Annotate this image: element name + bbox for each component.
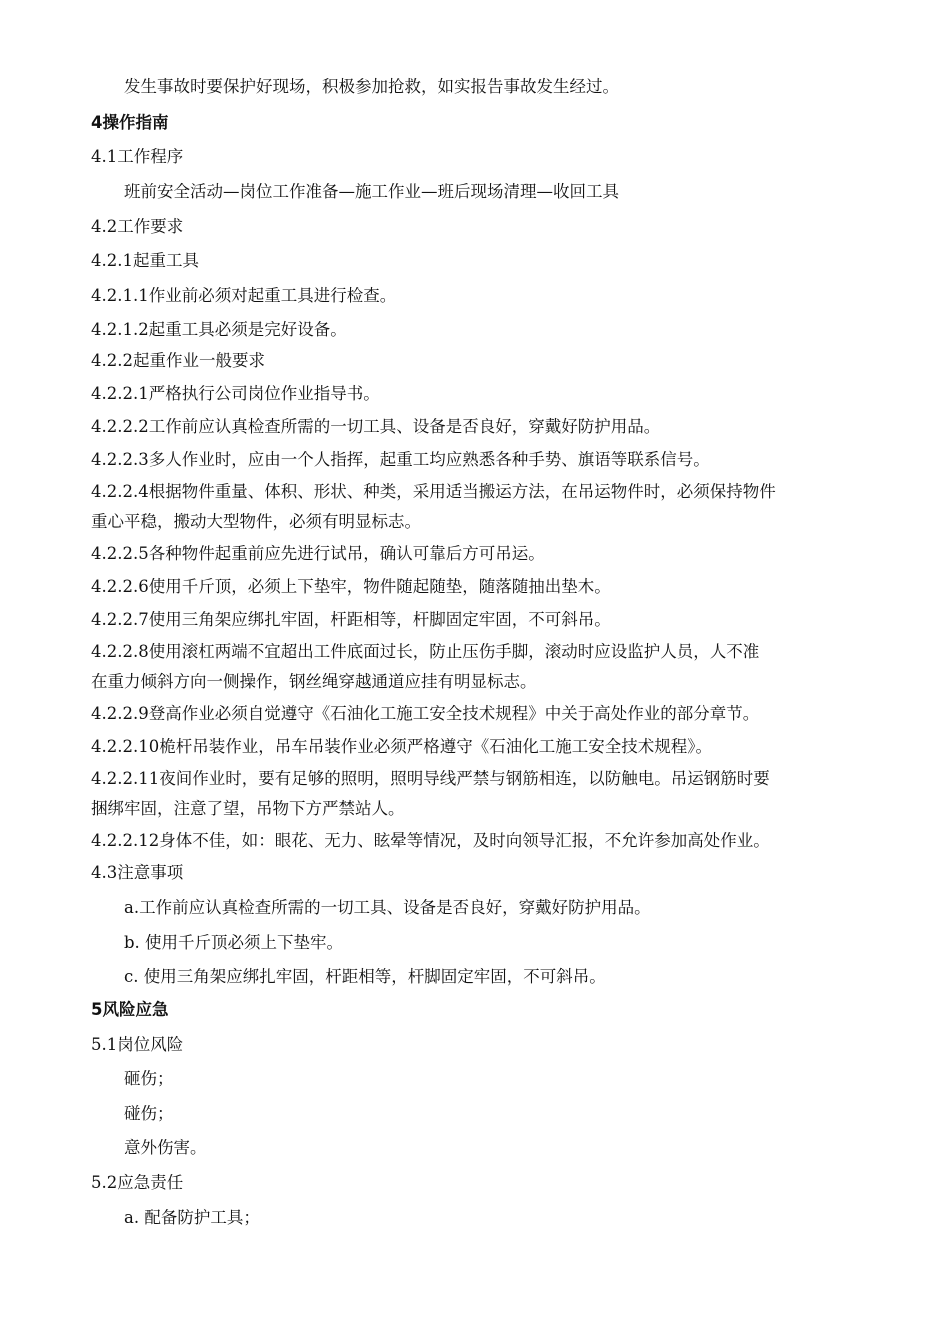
subsection-heading: 4.3注意事项 <box>91 863 184 882</box>
note-item: b. 使用千斤顶必须上下垫牢。 <box>124 933 344 952</box>
list-item: 4.2.1.2起重工具必须是完好设备。 <box>91 320 347 339</box>
subsection-heading: 5.2应急责任 <box>91 1173 184 1192</box>
subsection-heading: 4.2.2起重作业一般要求 <box>91 351 265 370</box>
note-item: c. 使用三角架应绑扎牢固，杆距相等，杆脚固定牢固，不可斜吊。 <box>124 967 606 986</box>
list-item: 4.2.2.7使用三角架应绑扎牢固，杆距相等，杆脚固定牢固，不可斜吊。 <box>91 610 611 629</box>
list-item: 4.2.2.6使用千斤顶，必须上下垫牢，物件随起随垫，随落随抽出垫木。 <box>91 577 611 596</box>
paragraph-line: 班前安全活动—岗位工作准备—施工作业—班后现场清理—收回工具 <box>124 182 619 201</box>
section-heading: 5风险应急 <box>91 1000 169 1019</box>
list-item: 4.2.2.4根据物件重量、体积、形状、种类，采用适当搬运方法，在吊运物件时，必须保持物件 <box>91 482 776 501</box>
list-item-continuation: 重心平稳，搬动大型物件，必须有明显标志。 <box>91 512 421 531</box>
risk-item: 碰伤； <box>124 1104 174 1123</box>
list-item: 4.2.2.10桅杆吊装作业，吊车吊装作业必须严格遵守《石油化工施工安全技术规程》。 <box>91 737 712 756</box>
paragraph-line: 发生事故时要保护好现场，积极参加抢救，如实报告事故发生经过。 <box>124 77 619 96</box>
list-item: 4.2.2.1严格执行公司岗位作业指导书。 <box>91 384 380 403</box>
list-item: 4.2.2.5各种物件起重前应先进行试吊，确认可靠后方可吊运。 <box>91 544 545 563</box>
subsection-heading: 4.1工作程序 <box>91 147 184 166</box>
risk-item: 意外伤害。 <box>124 1138 207 1157</box>
subsection-heading: 4.2.1起重工具 <box>91 251 199 270</box>
subsection-heading: 4.2工作要求 <box>91 217 184 236</box>
list-item: 4.2.2.2工作前应认真检查所需的一切工具、设备是否良好，穿戴好防护用品。 <box>91 417 661 436</box>
subsection-heading: 5.1岗位风险 <box>91 1035 184 1054</box>
list-item-continuation: 捆绑牢固，注意了望，吊物下方严禁站人。 <box>91 799 405 818</box>
list-item: 4.2.2.8使用滚杠两端不宜超出工件底面过长，防止压伤手脚，滚动时应设监护人员，人不准 <box>91 642 760 661</box>
list-item: 4.2.2.12身体不佳，如：眼花、无力、眩晕等情况，及时向领导汇报，不允许参加高处作业。 <box>91 831 770 850</box>
list-item-continuation: 在重力倾斜方向一侧操作，钢丝绳穿越通道应挂有明显标志。 <box>91 672 537 691</box>
responsibility-item: a. 配备防护工具； <box>124 1208 260 1227</box>
section-heading: 4操作指南 <box>91 113 169 132</box>
list-item: 4.2.2.11夜间作业时，要有足够的照明，照明导线严禁与钢筋相连，以防触电。吊运钢筋时要 <box>91 769 770 788</box>
list-item: 4.2.1.1作业前必须对起重工具进行检查。 <box>91 286 397 305</box>
list-item: 4.2.2.3多人作业时，应由一个人指挥，起重工均应熟悉各种手势、旗语等联系信号。 <box>91 450 710 469</box>
list-item: 4.2.2.9登高作业必须自觉遵守《石油化工施工安全技术规程》中关于高处作业的部分章节。 <box>91 704 760 723</box>
risk-item: 砸伤； <box>124 1069 174 1088</box>
note-item: a.工作前应认真检查所需的一切工具、设备是否良好，穿戴好防护用品。 <box>124 898 651 917</box>
